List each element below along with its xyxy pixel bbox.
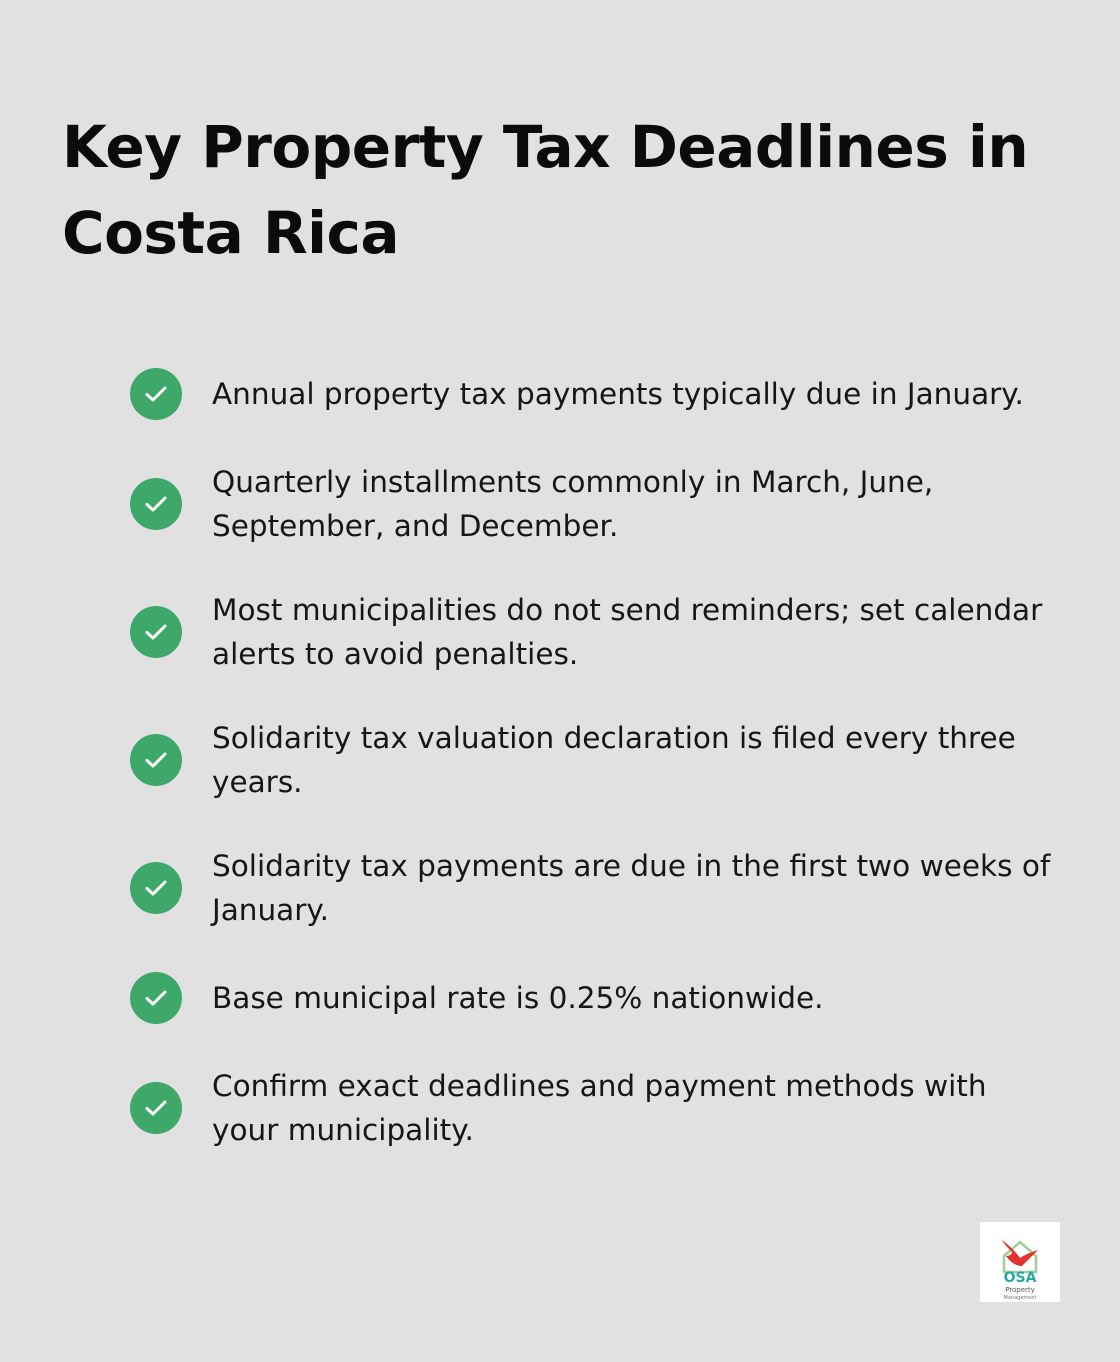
list-item-text: Most municipalities do not send reminders; set calendar alerts to avoid penalties. <box>212 593 1043 671</box>
list-item-text: Solidarity tax valuation declaration is filed every three years. <box>212 721 1016 799</box>
list-item-text: Annual property tax payments typically due in January. <box>212 377 1024 411</box>
list-item-text: Confirm exact deadlines and payment methods with your municipality. <box>212 1069 987 1147</box>
list-item-text: Base municipal rate is 0.25% nationwide. <box>212 981 824 1015</box>
check-icon <box>130 734 182 786</box>
logo-name: OSA <box>1003 1270 1037 1286</box>
list-item-text: Solidarity tax payments are due in the first two weeks of January. <box>212 849 1051 927</box>
check-icon <box>130 862 182 914</box>
check-icon <box>130 478 182 530</box>
check-icon <box>130 1082 182 1134</box>
osa-logo <box>980 1222 1060 1302</box>
check-icon <box>130 972 182 1024</box>
logo-subtitle: Management <box>1003 1295 1037 1301</box>
check-icon <box>130 368 182 420</box>
page-title: Key Property Tax Deadlines in Costa Rica <box>62 113 1029 267</box>
check-icon <box>130 606 182 658</box>
logo-subtitle: Property <box>1005 1286 1035 1294</box>
list-item-text: Quarterly installments commonly in March, June, September, and December. <box>212 465 934 543</box>
